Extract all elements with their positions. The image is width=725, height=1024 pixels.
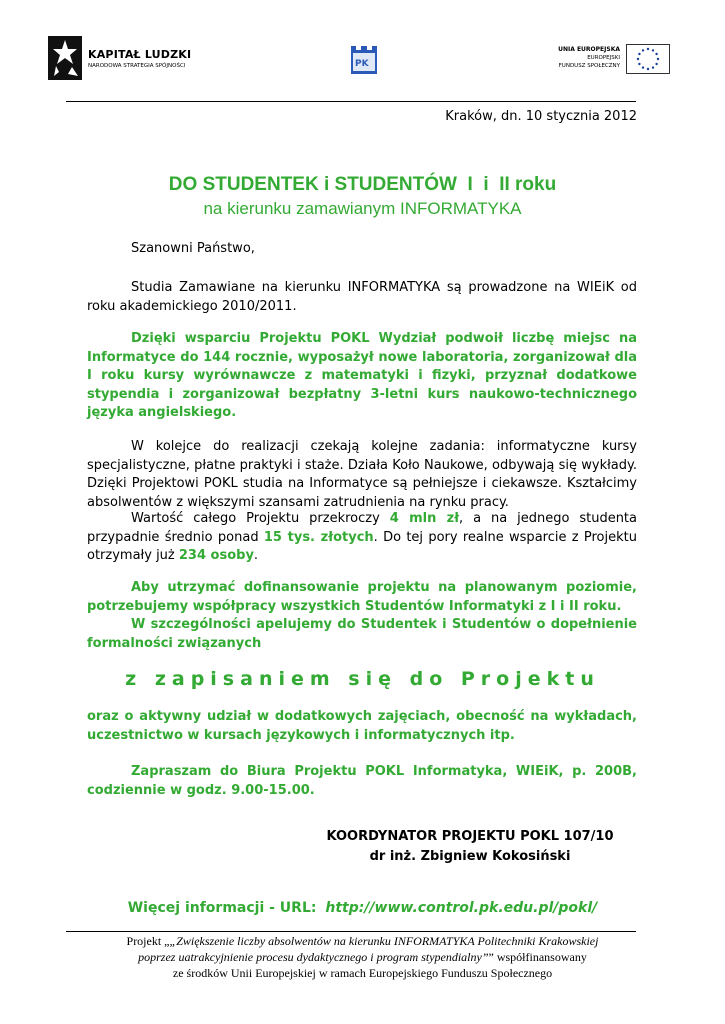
footer-line1: [0, 934, 725, 949]
paragraph-project-value: [87, 510, 637, 566]
paragraph-achievements: Dzięki wsparciu Projektu POKL Wydział podwoił liczbę miejsc na Informatyce do 144 rocznie, wyposażył nowe laboratoria, zorganizował dla I roku kursy wyrównawcze z matematyki i fizyki, przyznał dodatkowe stypendia i zorganizował bezpłatny 3-letni kurs naukowo-technicznego języka angielskiego.: [87, 331, 637, 420]
kapital-ludzki-logo: [48, 36, 198, 80]
document-subtitle: na kierunku zamawianym INFORMATYKA: [203, 199, 522, 218]
paragraph-appeal: W szczególności apelujemy do Studentek i Studentów o dopełnienie formalności związanych: [87, 617, 637, 651]
footer-line1-italic: „Zwiększenie liczby absolwentów na kierunku INFORMATYKA Politechniki Krakowskiej: [169, 934, 599, 948]
eu-logo-line1: UNIA EUROPEJSKA: [558, 46, 620, 53]
paragraph-office-invitation: Zapraszam do Biura Projektu POKL Informatyka, WIEiK, p. 200B, codziennie w godz. 9.00-15.00.: [87, 764, 637, 798]
signature-role: KOORDYNATOR PROJEKTU POKL 107/10: [326, 829, 614, 844]
project-value-amount: 4 mln zł: [389, 511, 460, 526]
project-value-text-2: , a na jednego studenta przypadnie średnio ponad: [87, 511, 637, 545]
paragraph-tasks: W kolejce do realizacji czekają kolejne zadania: informatyczne kursy specjalistyczne, płatne praktyki i staże. Działa Koło Naukowe, odbywają się wykłady. Dzięki Projektowi POKL studia na Informatyce są pełniejsze i ciekawsze. Kształcimy absolwentów z większymi szansami zatrudnienia na rynku pracy.: [87, 439, 637, 510]
eu-flag-icon: [626, 44, 670, 74]
kapital-ludzki-name: KAPITAŁ LUDZKI: [88, 48, 192, 61]
callout-enroll: z zapisaniem się do Projektu: [125, 668, 600, 690]
footer-line2: [0, 950, 725, 965]
paragraph-studies-info: Studia Zamawiane na kierunku INFORMATYKA są prowadzone na WIEiK od roku akademickiego 2010/2011.: [87, 280, 637, 314]
footer-line2-suffix: ” współfinansowany: [488, 950, 587, 964]
greeting: Szanowni Państwo,: [131, 241, 255, 256]
paragraph-participation: oraz o aktywny udział w dodatkowych zajęciach, obecność na wykładach, uczestnictwo w kursach językowych i informatycznych itp.: [87, 709, 637, 743]
more-info-url-link[interactable]: http://www.control.pk.edu.pl/pokl/: [325, 900, 598, 916]
project-value-text-4: .: [253, 548, 259, 563]
eu-logo: [550, 44, 670, 74]
document-title: DO STUDENTEK i STUDENTÓW I i II roku: [168, 174, 557, 195]
kapital-ludzki-subtitle: NARODOWA STRATEGIA SPÓJNOŚCI: [88, 63, 186, 69]
project-value-text-3: . Do tej pory realne wsparcie z Projektu otrzymały już: [87, 529, 637, 563]
eu-logo-line2: EUROPEJSKI: [587, 55, 620, 61]
more-info-label: Więcej informacji - URL:: [127, 900, 317, 916]
more-info: [0, 900, 725, 916]
pk-logo: [350, 44, 378, 74]
project-value-text-1: Wartość całego Projektu przekroczy: [131, 511, 390, 526]
footer-rule: [66, 931, 636, 932]
footer-line2-italic: poprzez uatrakcyjnienie procesu dydaktycznego i program stypendialny”: [138, 950, 489, 964]
supported-count: 234 osoby: [178, 548, 254, 563]
per-student-amount: 15 tys. złotych: [263, 529, 374, 545]
signature-name: dr inż. Zbigniew Kokosiński: [369, 849, 571, 864]
footer-line3: ze środków Unii Europejskiej w ramach Europejskiego Funduszu Społecznego: [172, 966, 553, 980]
footer-line1-prefix: Projekt „: [126, 934, 170, 948]
paragraph-funding-cooperation: Aby utrzymać dofinansowanie projektu na planowanym poziomie, potrzebujemy współpracy wszystkich Studentów Informatyki z I i II roku.: [87, 580, 637, 614]
eu-logo-line3: FUNDUSZ SPOŁECZNY: [558, 63, 620, 69]
header-rule: [66, 101, 636, 102]
kapital-ludzki-emblem-icon: [48, 36, 82, 80]
pk-logo-text: PK: [355, 59, 369, 69]
document-date: Kraków, dn. 10 stycznia 2012: [445, 109, 637, 124]
